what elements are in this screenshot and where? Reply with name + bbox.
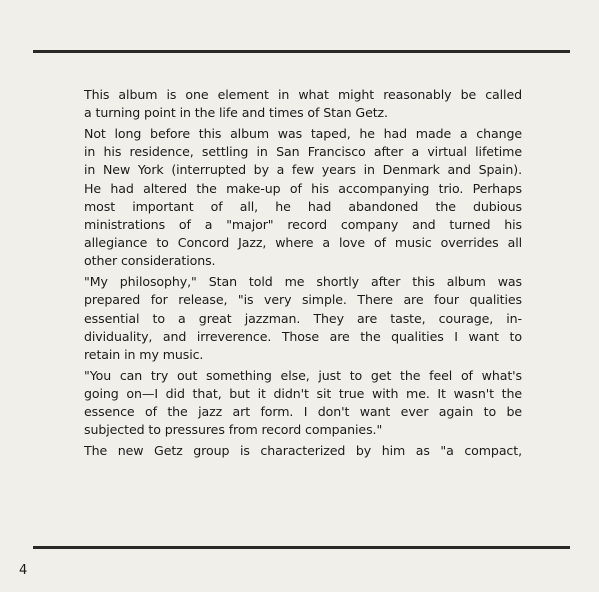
page-number: 4 <box>19 563 28 578</box>
paragraph-3 <box>84 273 522 364</box>
text-line: essence of the jazz art form. I don't want ever again to be <box>84 404 522 420</box>
text-line: This album is one element in what might reasonably be called <box>84 87 522 102</box>
top-rule <box>33 50 570 53</box>
text-line: subjected to pressures from record companies." <box>84 422 383 438</box>
text-line: in his residence, settling in San Francisco after a virtual lifetime <box>84 144 522 160</box>
text-line: ministrations of a "major" record company and turned his <box>84 217 522 233</box>
text-line: going on—I did that, but it didn't sit true with me. It wasn't the <box>84 386 522 402</box>
bottom-rule <box>33 546 570 549</box>
text-line: "You can try out something else, just to get the feel of what's <box>84 367 522 383</box>
text-line: Not long before this album was taped, he had made a change <box>84 126 522 141</box>
text-line: most important of all, he had abandoned the dubious <box>84 198 522 214</box>
paragraph-4 <box>84 367 522 440</box>
text-line: retain in my music. <box>84 347 204 363</box>
text-line: The new Getz group is characterized by him as "a compact, <box>84 443 522 459</box>
text-line: other considerations. <box>84 253 216 269</box>
text-line: a turning point in the life and times of Stan Getz. <box>84 105 388 121</box>
paragraph-5 <box>84 442 522 460</box>
text-line: dividuality, and irreverence. Those are the qualities I want to <box>84 328 522 344</box>
text-line: essential to a great jazzman. They are taste, courage, in- <box>84 310 522 326</box>
liner-notes-text <box>84 86 522 463</box>
paragraph-1 <box>84 86 522 122</box>
text-line: "My philosophy," Stan told me shortly after this album was <box>84 274 522 290</box>
text-line: prepared for release, "is very simple. There are four qualities <box>84 292 522 308</box>
text-line: allegiance to Concord Jazz, where a love of music overrides all <box>84 235 522 251</box>
text-line: He had altered the make-up of his accompanying trio. Perhaps <box>84 180 522 196</box>
paragraph-2 <box>84 125 522 271</box>
text-line: in New York (interrupted by a few years in Denmark and Spain). <box>84 162 522 178</box>
